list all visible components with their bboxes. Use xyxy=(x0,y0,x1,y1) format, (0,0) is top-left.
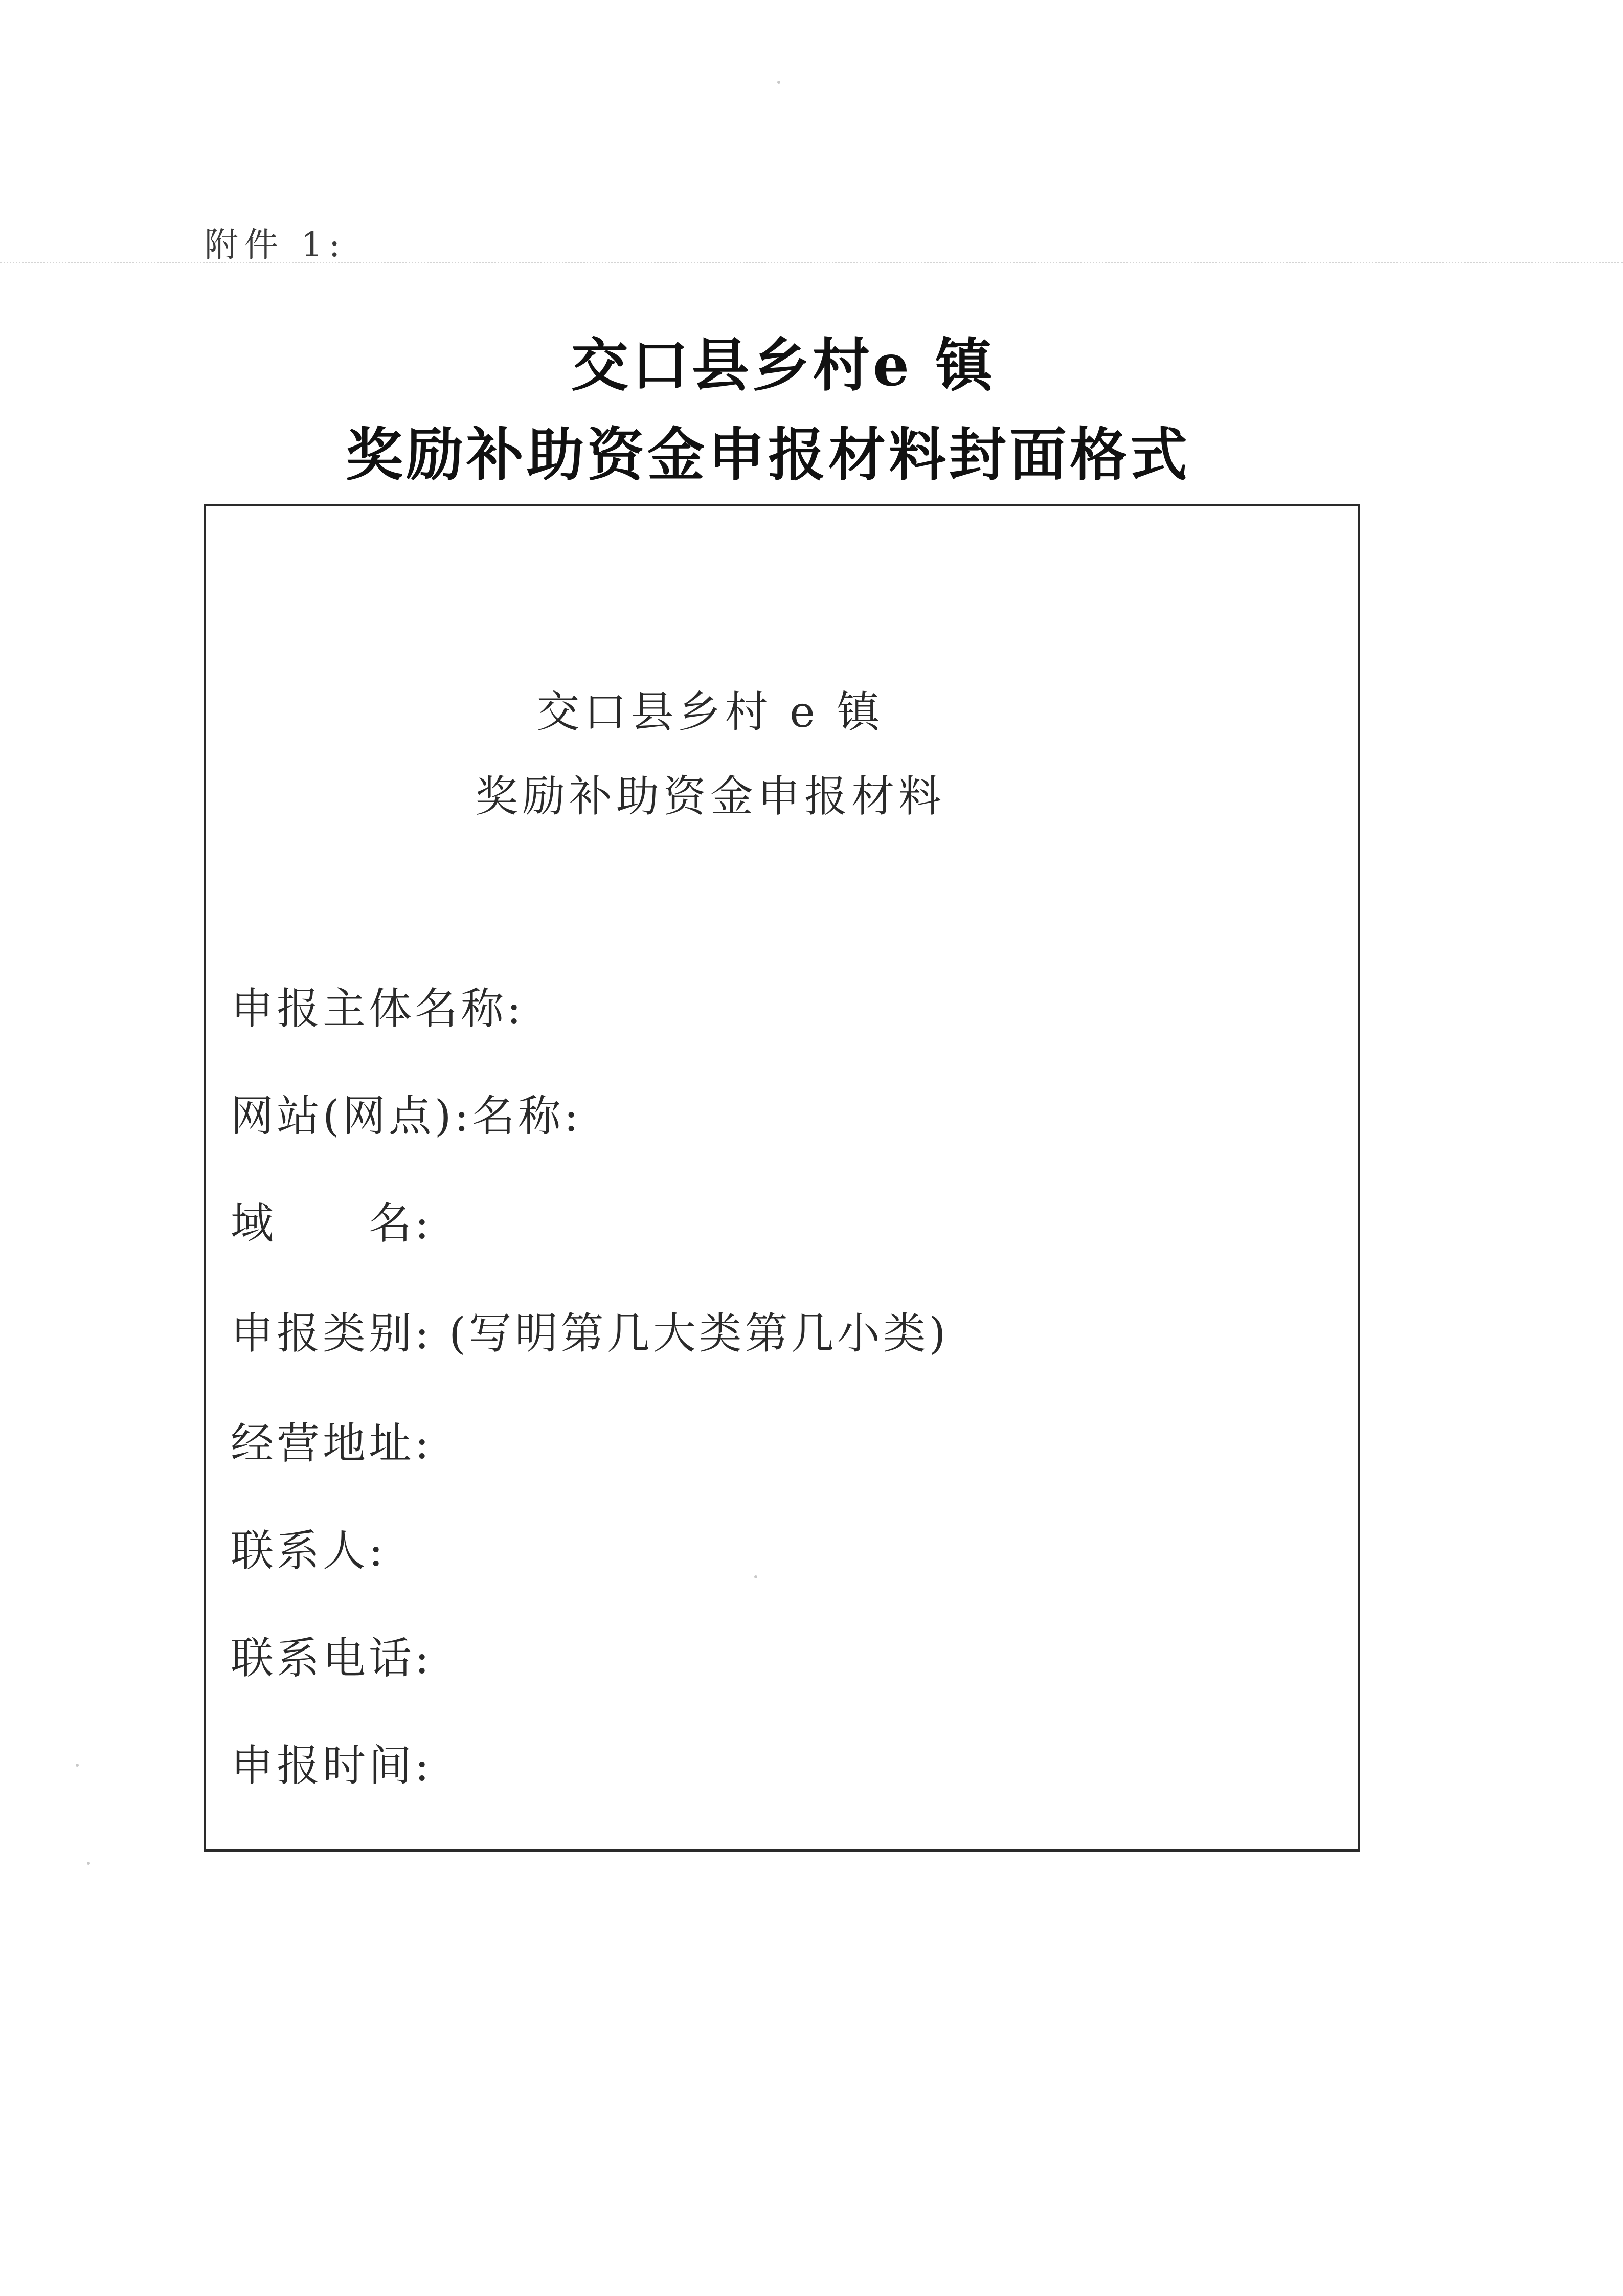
field-contact-person: 联系人: xyxy=(231,1526,387,1576)
cover-title-line-1: 交口县乡村 e 镇 xyxy=(536,687,884,737)
field-contact-phone: 联系电话: xyxy=(231,1633,433,1683)
scan-speck xyxy=(87,1862,90,1865)
cover-title-line-2: 奖励补助资金申报材料 xyxy=(475,771,945,821)
cover-template-box xyxy=(204,504,1360,1852)
page-title-line-2: 奖励补助资金申报材料封面格式 xyxy=(346,421,1190,488)
page-title-line-1: 交口县乡村e 镇 xyxy=(571,332,996,399)
field-application-category: 申报类别: (写明第几大类第几小类) xyxy=(231,1308,949,1358)
field-website-name: 网站(网点):名称: xyxy=(231,1091,582,1141)
scan-speck xyxy=(76,1764,79,1767)
field-application-date: 申报时间: xyxy=(231,1741,433,1791)
field-domain-name: 域 名: xyxy=(231,1198,433,1249)
scan-speck xyxy=(777,81,780,84)
field-applicant-name: 申报主体名称: xyxy=(231,984,525,1034)
field-business-address: 经营地址: xyxy=(231,1418,433,1468)
attachment-label: 附件 1: xyxy=(205,225,347,264)
